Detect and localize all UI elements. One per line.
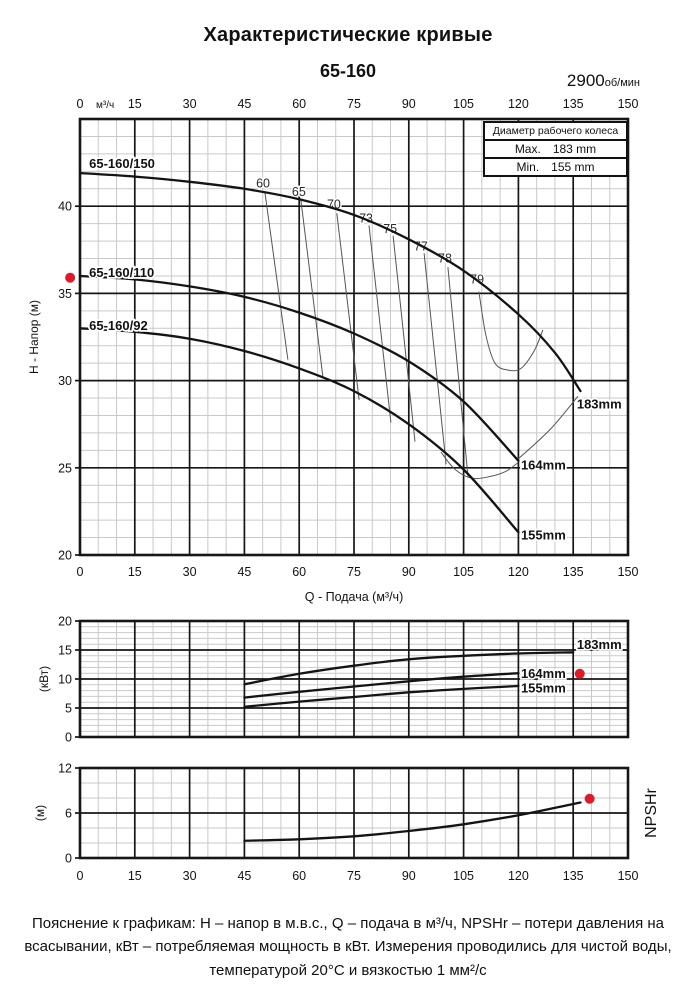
x-tick-label: 30 xyxy=(182,565,197,579)
x-tick-label: 105 xyxy=(453,565,475,579)
y-tick-label: 0 xyxy=(65,730,72,745)
x-tick-label: 105 xyxy=(453,869,475,883)
diameter-label-155mm: 155mm xyxy=(520,527,566,543)
impeller-table-header: Диаметр рабочего колеса xyxy=(485,123,626,141)
pump-model-title: 65-160 xyxy=(319,61,377,81)
y-axis-label: (кВт) xyxy=(37,665,51,693)
y-axis-label: H - Напор (м) xyxy=(27,299,41,375)
y-tick-label: 40 xyxy=(58,199,72,214)
y-tick-label: 25 xyxy=(58,461,72,476)
x-tick-label-top: 90 xyxy=(401,97,416,111)
x-tick-label-top: 120 xyxy=(507,97,529,111)
curve-NPSHr xyxy=(244,803,580,841)
marker-dot xyxy=(65,273,75,283)
x-tick-label: 90 xyxy=(401,565,416,579)
y-axis-label: (м) xyxy=(33,804,47,822)
x-tick-label: 150 xyxy=(617,869,639,883)
marker-dot xyxy=(575,669,585,679)
y-tick-label: 5 xyxy=(65,701,72,716)
efficiency-line-79-eye xyxy=(479,292,543,371)
impeller-diameter-table xyxy=(483,121,628,177)
major-grid xyxy=(80,119,628,555)
footnote-text: Пояснение к графикам: Н – напор в м.в.с., Q – подача в м³/ч, NPSHr – потери давления на всасывании, кВт – потребляемая мощность в кВт. Измерения проводились для чистой воды, температурой 20°С и вязкостью 1 мм²/с xyxy=(24,915,672,979)
efficiency-label-77: 77 xyxy=(413,239,428,254)
x-tick-label-top: 0 xyxy=(76,97,84,111)
efficiency-line-contour-low xyxy=(441,452,518,479)
x-tick-label: 75 xyxy=(347,869,361,883)
x-tick-label: 0 xyxy=(76,869,84,883)
diameter-label-155mm: 155mm xyxy=(520,680,566,696)
y-tick-label: 6 xyxy=(65,806,72,821)
efficiency-label-73: 73 xyxy=(359,211,374,226)
x-tick-label: 75 xyxy=(347,565,361,579)
efficiency-label-70: 70 xyxy=(326,197,341,212)
x-tick-label: 45 xyxy=(237,869,252,883)
impeller-row-value: 155 mm xyxy=(551,160,595,174)
y-tick-label: 20 xyxy=(58,548,72,563)
x-tick-label-top: 60 xyxy=(292,97,307,111)
x-tick-label: 120 xyxy=(507,869,529,883)
y-tick-label: 12 xyxy=(58,761,72,776)
efficiency-label-65: 65 xyxy=(291,185,306,200)
x-tick-label: 90 xyxy=(401,869,416,883)
model-label-155mm: 65-160/92 xyxy=(89,318,148,334)
y-tick-label: 20 xyxy=(58,614,72,629)
impeller-table-row xyxy=(485,157,626,175)
x-tick-label: 120 xyxy=(507,565,529,579)
y-tick-label: 10 xyxy=(58,672,72,687)
y-tick-label: 15 xyxy=(58,643,72,658)
diameter-label-183mm: 183mm xyxy=(576,636,622,652)
model-label-164mm: 65-160/110 xyxy=(89,264,155,280)
diameter-label-183mm: 183mm xyxy=(576,396,622,412)
efficiency-line-contour-right xyxy=(518,396,578,459)
page-title: Характеристические кривые xyxy=(203,24,493,46)
x-tick-label: 135 xyxy=(562,565,584,579)
x-tick-label: 15 xyxy=(127,565,142,579)
efficiency-line-75 xyxy=(393,236,415,442)
x-tick-label: 15 xyxy=(127,869,142,883)
x-tick-label: 150 xyxy=(617,565,639,579)
power-chart xyxy=(37,615,628,745)
efficiency-label-78: 78 xyxy=(438,251,452,266)
x-axis-label: Q - Подача (м³/ч) xyxy=(304,590,404,604)
speed-unit: об/мин xyxy=(604,77,640,89)
x-tick-label-top: 30 xyxy=(182,97,197,111)
x-tick-label-top: 135 xyxy=(562,97,584,111)
x-tick-label: 30 xyxy=(182,869,197,883)
impeller-row-label: Min. xyxy=(516,160,540,174)
x-tick-label: 135 xyxy=(562,869,584,883)
efficiency-label-60: 60 xyxy=(256,176,270,191)
model-label-183mm: 65-160/150 xyxy=(89,155,155,171)
efficiency-line-65 xyxy=(301,201,323,377)
x-tick-label: 0 xyxy=(76,565,84,579)
diameter-label-164mm: 164mm xyxy=(520,665,566,681)
x-tick-label-top: 75 xyxy=(347,97,361,111)
npshr-label: NPSHr xyxy=(643,788,660,838)
efficiency-label-75: 75 xyxy=(383,221,398,236)
x-tick-label: 45 xyxy=(237,565,252,579)
x-tick-label: 60 xyxy=(292,565,307,579)
impeller-row-label: Max. xyxy=(514,142,541,156)
x-tick-label-top: 105 xyxy=(453,97,475,111)
x-tick-label-top: 45 xyxy=(237,97,252,111)
y-tick-label: 35 xyxy=(58,286,72,301)
efficiency-label-79: 79 xyxy=(470,272,485,287)
diameter-label-164mm: 164mm xyxy=(520,457,566,473)
impeller-row-value: 183 mm xyxy=(552,142,597,156)
y-tick-label: 0 xyxy=(65,851,72,866)
major-grid xyxy=(80,768,628,858)
impeller-table-row xyxy=(485,141,626,157)
x-unit-label: м³/ч xyxy=(96,100,115,111)
x-tick-label: 60 xyxy=(292,869,307,883)
x-tick-label-top: 150 xyxy=(617,97,639,111)
impeller-table-rows xyxy=(485,141,626,175)
marker-dot xyxy=(585,794,595,804)
efficiency-line-78 xyxy=(448,267,468,476)
x-tick-label-top: 15 xyxy=(127,97,142,111)
y-tick-label: 30 xyxy=(58,374,72,389)
speed-value: 2900 xyxy=(566,71,605,90)
npsh-chart xyxy=(33,762,660,884)
